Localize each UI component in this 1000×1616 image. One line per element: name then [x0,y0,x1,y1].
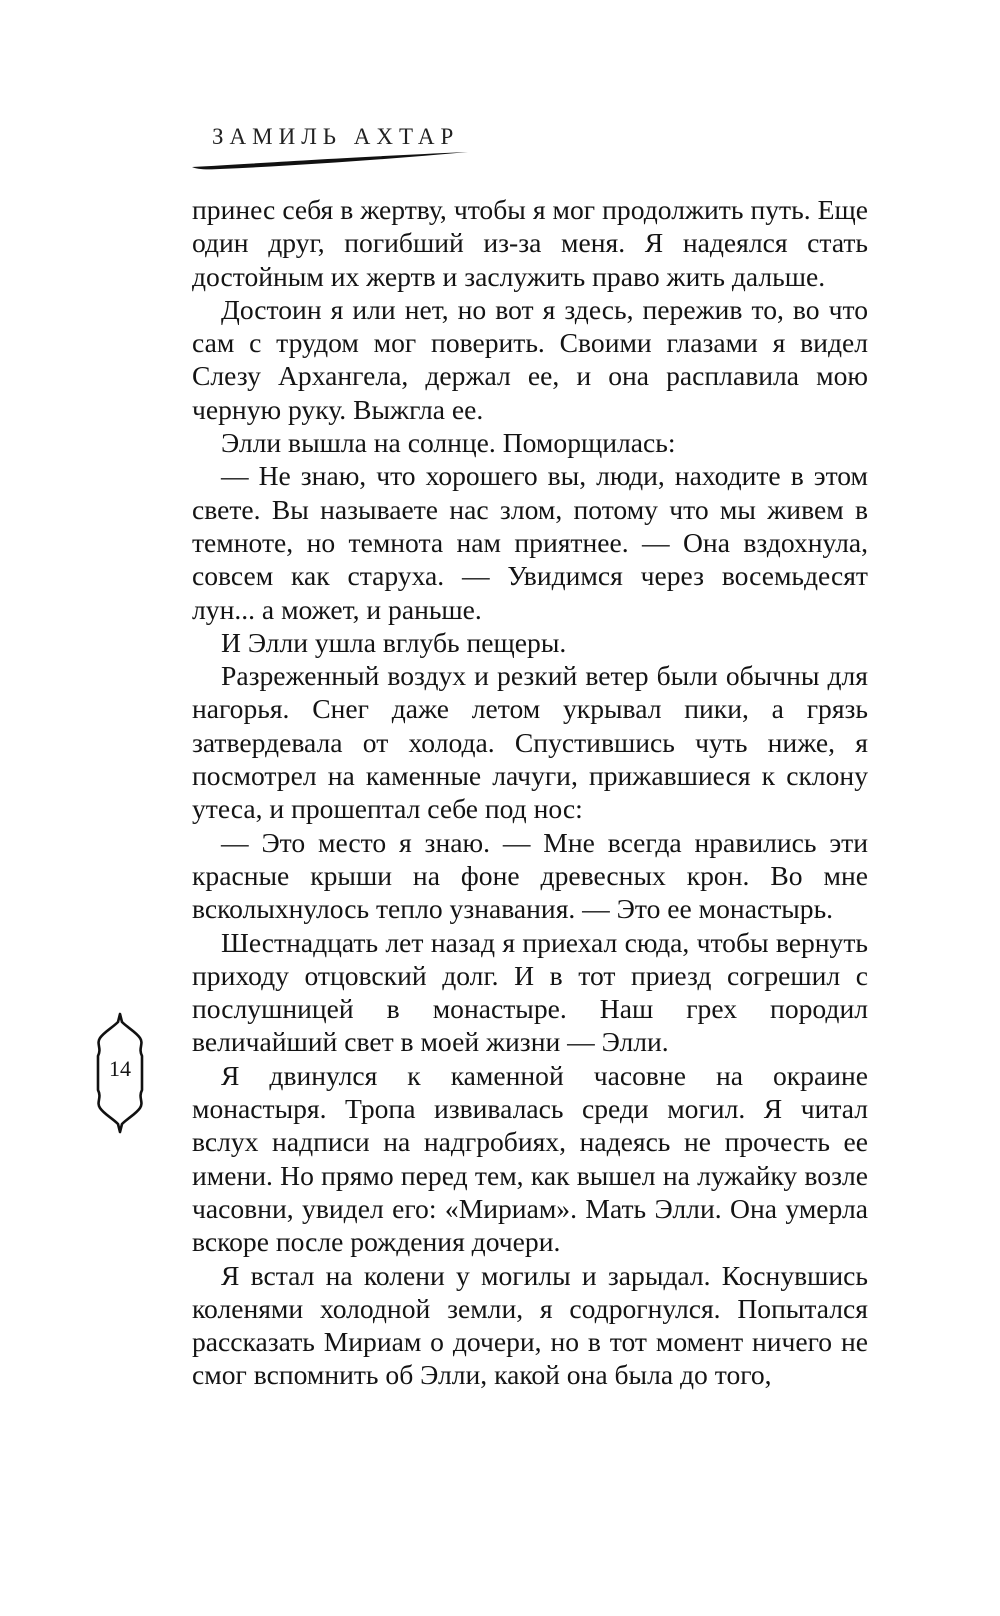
paragraph: принес себя в жертву, чтобы я мог продолжить путь. Еще один друг, погибший из-за меня. Я надеялся стать достойным их жертв и заслужить право жить дальше. [192,194,868,292]
header-brush-rule [190,150,470,172]
page-number: 14 [109,1056,131,1081]
paragraph: Я двинулся к каменной часовне на окраине монастыря. Тропа извивалась среди могил. Я читал вслух надписи на надгробиях, надеясь не прочесть ее имени. Но прямо перед тем, как вышел на лужайку возле часовни, увидел его: «Мириам». Мать Элли. Она умерла вскоре после рождения дочери. [192,1059,868,1258]
paragraph: Элли вышла на солнце. Поморщилась: [221,427,676,459]
running-header-author: ЗАМИЛЬ АХТАР [212,124,460,149]
paragraph: Разреженный воздух и резкий ветер были обычны для нагорья. Снег даже летом укрывал пики, а грязь затвердевала от холода. Спустившись чуть ниже, я посмотрел на каменные лачуги, прижавшиеся к склону утеса, и прошептал себе под нос: [192,660,868,825]
body-text [192,193,868,1392]
paragraph: Достоин я или нет, но вот я здесь, пережив то, во что сам с трудом мог поверить. Своими глазами я видел Слезу Архангела, держал ее, и она расплавила мою черную руку. Выжгла ее. [192,293,868,425]
paragraph: — Это место я знаю. — Мне всегда нравились эти красные крыши на фоне древесных крон. Во мне всколыхнулось тепло узнавания. — Это ее монастырь. [192,826,868,925]
paragraph: И Элли ушла вглубь пещеры. [221,626,567,658]
paragraph: Я встал на колени у могилы и зарыдал. Коснувшись коленями холодной земли, я содрогнулся. Попытался рассказать Мириам о дочери, но в тот момент ничего не смог вспомнить об Элли, какой она была до того, [192,1259,868,1391]
paragraph: — Не знаю, что хорошего вы, люди, находите в этом свете. Вы называете нас злом, потому что мы живем в темноте, но темнота нам приятнее. — Она вздохнула, совсем как старуха. — Увидимся через восемьдесят лун... а может, и раньше. [192,460,868,625]
paragraph: Шестнадцать лет назад я приехал сюда, чтобы вернуть приходу отцовский долг. И в тот приезд согрешил с послушницей в монастыре. Наш грех породил величайший свет в моей жизни — Элли. [192,926,868,1058]
